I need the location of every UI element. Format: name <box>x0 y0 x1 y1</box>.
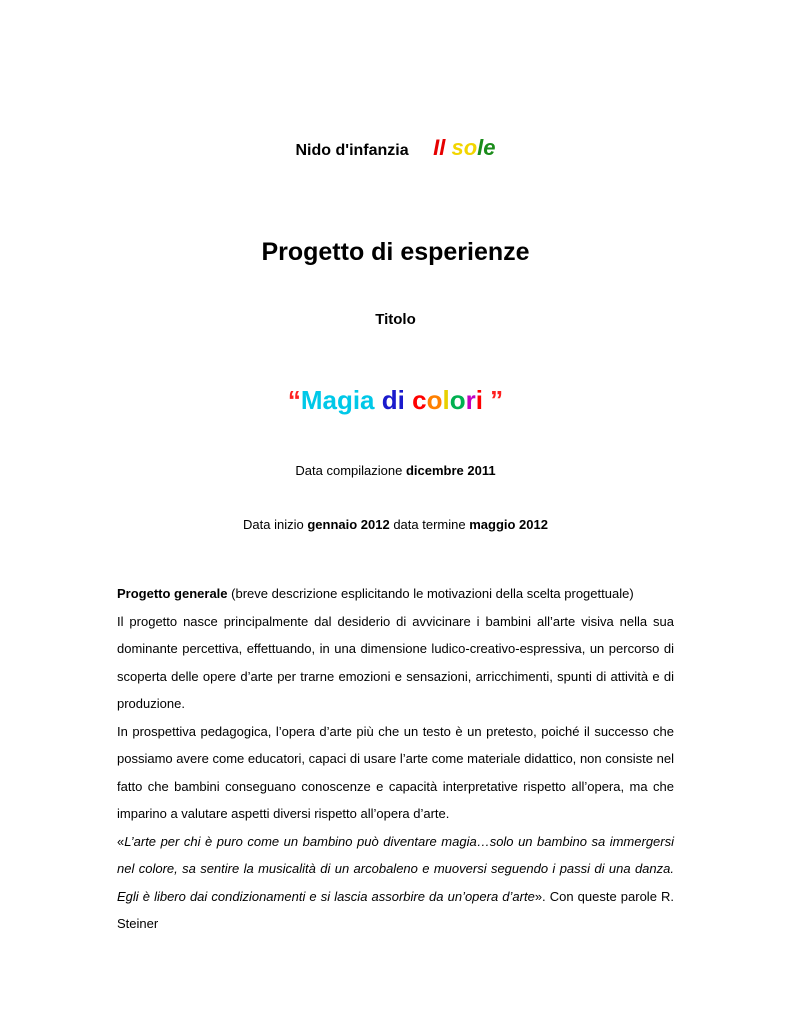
data-inizio-termine <box>0 517 791 532</box>
quote-paragraph <box>117 828 674 938</box>
quote-after: . Con queste parole R. Steiner <box>117 888 675 931</box>
project-title-part: “ <box>287 385 301 415</box>
termine-label: data termine <box>393 517 466 532</box>
data-compilazione <box>0 463 791 478</box>
quote-close: » <box>534 888 543 904</box>
section-heading-line <box>117 580 674 608</box>
project-title-part <box>405 385 412 415</box>
progetto-generale-section <box>117 580 674 938</box>
paragraph-2: In prospettiva pedagogica, l’opera d’arte più che un testo è un pretesto, poiché il successo che possiamo avere come educatori, capaci di usare l’arte come materiale didattico, non consiste nel fatto che bambini conseguano conoscenze e capacità interpretative rispetto all’opera, ma che imparino a valutare aspetti diversi rispetto all’opera d’arte. <box>117 723 674 821</box>
quote-open: « <box>117 833 125 849</box>
school-name <box>433 135 495 160</box>
project-title-part: o <box>449 385 466 415</box>
project-title-part: l <box>442 385 450 415</box>
project-title-part: Magia <box>300 385 375 415</box>
document-title: Progetto di esperienze <box>261 238 530 266</box>
project-title <box>0 385 791 416</box>
project-title-part <box>375 385 382 415</box>
school-name-part: Il <box>433 135 446 160</box>
termine-value: maggio 2012 <box>469 517 548 532</box>
school-header <box>0 135 791 161</box>
project-title-part: c <box>412 385 427 415</box>
project-title-part: ” <box>482 385 504 415</box>
project-title-part: di <box>381 385 405 415</box>
project-title-part: i <box>475 385 483 415</box>
compilazione-value: dicembre 2011 <box>405 463 496 478</box>
school-name-part: so <box>451 135 478 160</box>
project-title-part: o <box>426 385 443 415</box>
quote-text: L’arte per chi è puro come un bambino può diventare magia…solo un bambino sa immergersi nel colore, sa sentire la musicalità di un arcobaleno e muoversi seguendo i passi di una danza. Egli è libero dai condizionamenti e si lascia assorbire da un’opera d’arte <box>117 833 674 904</box>
paragraph-1: Il progetto nasce principalmente dal desiderio di avvicinare i bambini all’arte visiva nella sua dominante percettiva, effettuando, in una dimensione ludico-creativo-espressiva, un percorso di scoperta delle opere d’arte per trarne emozioni e sensazioni, arricchimenti, spunti di attività e di produzione. <box>117 613 674 711</box>
inizio-label: Data inizio <box>243 517 304 532</box>
section-heading: Progetto generale <box>117 586 228 601</box>
nido-label: Nido d'infanzia <box>295 142 409 159</box>
inizio-value: gennaio 2012 <box>307 517 390 532</box>
project-title-part: r <box>465 385 476 415</box>
titolo-label: Titolo <box>375 311 416 328</box>
section-heading-note: (breve descrizione esplicitando le motivazioni della scelta progettuale) <box>231 586 634 601</box>
compilazione-label: Data compilazione <box>295 463 403 478</box>
school-name-part: le <box>477 135 496 160</box>
